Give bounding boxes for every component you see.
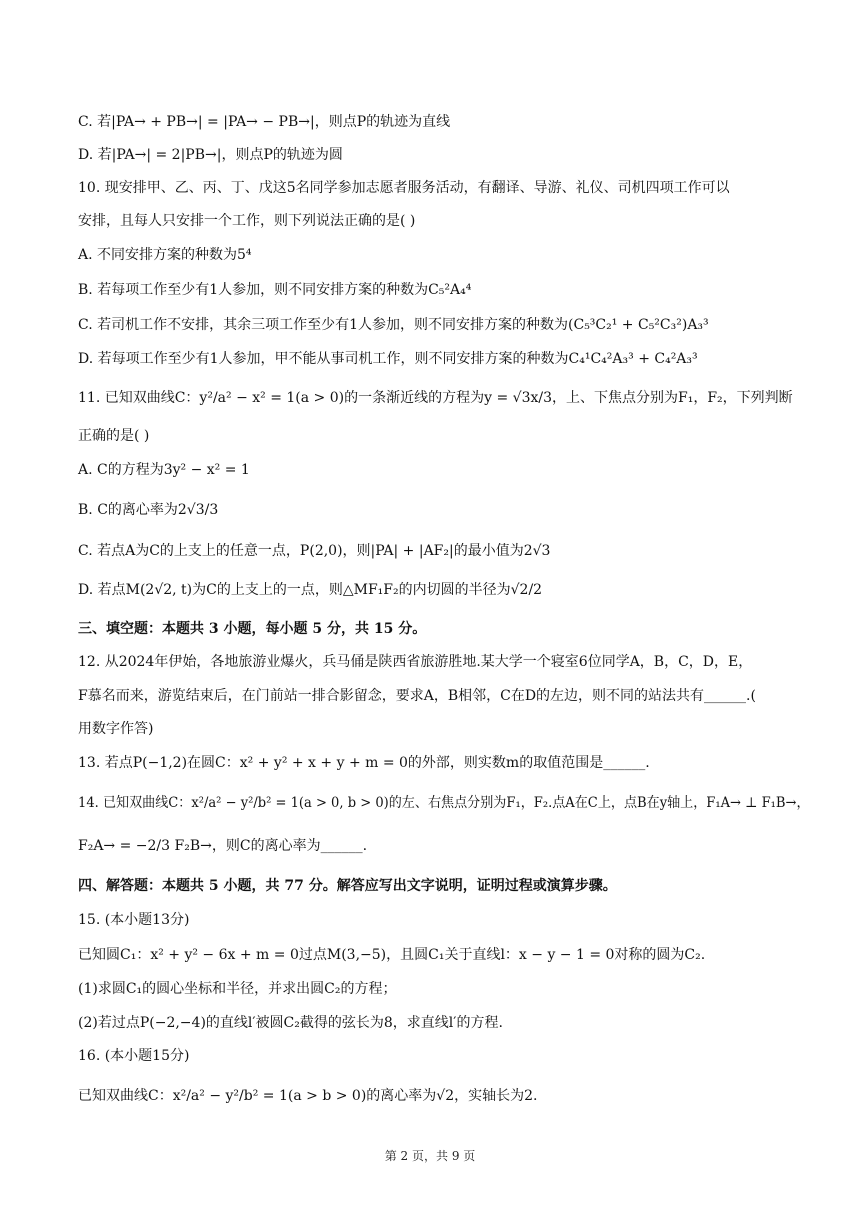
section-fill-in-heading: 三、填空题：本题共 3 小题，每小题 5 分，共 15 分。 [78,621,427,637]
q10-option-a: A. 不同安排方案的种数为5⁴ [78,247,252,263]
q11-stem-line1: 11. 已知双曲线C：y²/a² − x² = 1(a > 0)的一条渐近线的方程为y = √3x/3，上、下焦点分别为F₁，F₂，下列判断 [78,390,793,406]
q10-option-b: B. 若每项工作至少有1人参加，则不同安排方案的种数为C₅²A₄⁴ [78,282,472,298]
q12-line3: 用数字作答) [78,721,154,737]
q9-option-c: C. 若|PA→ + PB→| = |PA→ − PB→|，则点P的轨迹为直线 [78,114,451,130]
q14-line1: 14. 已知双曲线C：x²/a² − y²/b² = 1(a > 0, b > 0)的左、右焦点分别为F₁，F₂.点A在C上，点B在y轴上，F₁A→ ⊥ F₁B→， [78,795,810,811]
q14-line2: F₂A→ = −2/3 F₂B→，则C的离心率为______. [78,838,368,854]
q15-header: 15. (本小题13分) [78,912,190,928]
q13: 13. 若点P(−1,2)在圆C：x² + y² + x + y + m = 0的外部，则实数m的取值范围是______. [78,755,650,771]
q11-stem-line2: 正确的是( ) [78,428,150,444]
q11-option-b: B. C的离心率为2√3/3 [78,502,219,518]
q12-line1: 12. 从2024年伊始，各地旅游业爆火，兵马俑是陕西省旅游胜地.某大学一个寝室6位同学A，B，C，D，E， [78,654,753,670]
q11-option-c: C. 若点A为C的上支上的任意一点，P(2,0)，则|PA| + |AF₂|的最小值为2√3 [78,543,551,559]
page-footer: 第 2 页，共 9 页 [384,1149,476,1163]
q9-option-d: D. 若|PA→| = 2|PB→|，则点P的轨迹为圆 [78,147,343,163]
q11-option-d: D. 若点M(2√2, t)为C的上支上的一点，则△MF₁F₂的内切圆的半径为√2/2 [78,582,543,598]
q15-part1: (1)求圆C₁的圆心坐标和半径，并求出圆C₂的方程； [78,981,397,997]
q10-stem-line2: 安排，且每人只安排一个工作，则下列说法正确的是( ) [78,213,416,229]
q16-header: 16. (本小题15分) [78,1048,190,1064]
q15-stem: 已知圆C₁：x² + y² − 6x + m = 0过点M(3,−5)，且圆C₁关于直线l：x − y − 1 = 0对称的圆为C₂. [78,947,706,963]
q10-option-d: D. 若每项工作至少有1人参加，甲不能从事司机工作，则不同安排方案的种数为C₄¹C₄²A₃³ + C₄²A₃³ [78,351,698,367]
q10-stem-line1: 10. 现安排甲、乙、丙、丁、戊这5名同学参加志愿者服务活动，有翻译、导游、礼仪、司机四项工作可以 [78,180,730,196]
q16-stem: 已知双曲线C：x²/a² − y²/b² = 1(a > b > 0)的离心率为√2，实轴长为2. [78,1088,538,1104]
q10-option-c: C. 若司机工作不安排，其余三项工作至少有1人参加，则不同安排方案的种数为(C₅³C₂¹ + C₅²C₃²)A₃³ [78,317,709,333]
q15-part2: (2)若过点P(−2,−4)的直线l′被圆C₂截得的弦长为8，求直线l′的方程. [78,1015,503,1031]
q12-line2: F慕名而来，游览结束后，在门前站一排合影留念，要求A，B相邻，C在D的左边，则不同的站法共有______.( [78,688,756,704]
section-solution-heading: 四、解答题：本题共 5 小题，共 77 分。解答应写出文字说明，证明过程或演算步骤。 [78,878,617,894]
q11-option-a: A. C的方程为3y² − x² = 1 [78,462,250,478]
